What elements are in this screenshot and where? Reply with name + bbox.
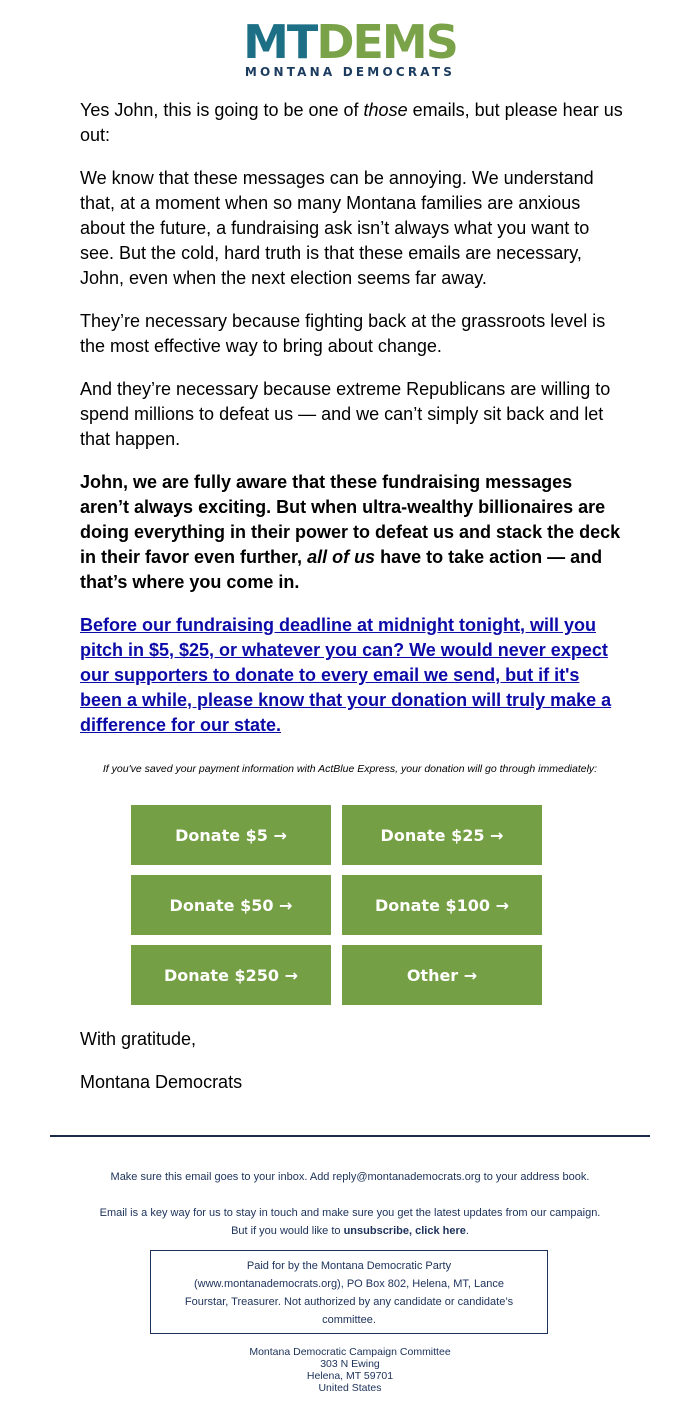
footer-divider [50, 1135, 650, 1137]
unsubscribe-prefix: But if you would like to [231, 1225, 344, 1237]
bold-ask-emphasis: all of us [307, 547, 376, 567]
paid-for-disclaimer: Paid for by the Montana Democratic Party (www.montanademocrats.org), PO Box 802, Helena, MT, Lance Fourstar, Treasurer. Not authorized by any candidate or candidate’s committee. [150, 1250, 548, 1334]
address-street: 303 N Ewing [320, 1358, 380, 1370]
paragraph-republicans: And they’re necessary because extreme Republicans are willing to spend millions to defeat us — and we can’t simply sit back and let that happen. [80, 379, 611, 449]
unsubscribe-link[interactable]: unsubscribe, click here [343, 1225, 466, 1237]
mailing-address [0, 1346, 700, 1394]
signoff-name: Montana Democrats [80, 1072, 243, 1092]
unsubscribe-line [0, 1225, 700, 1237]
address-country: United States [318, 1382, 382, 1394]
donate-deadline-link[interactable]: Before our fundraising deadline at midnight tonight, will you pitch in $5, $25, or whatever you can? We would never expect our supporters to donate to every email we send, but if it's been a while, please know that your donation will truly make a difference for our state. [80, 615, 612, 735]
donate-50-button[interactable]: Donate $50 → [131, 875, 331, 935]
logo-wordmark [0, 15, 700, 69]
address-org: Montana Democratic Campaign Committee [249, 1346, 451, 1358]
logo-mt: MT [243, 15, 317, 69]
unsubscribe-suffix: . [465, 1225, 469, 1237]
bold-ask-start: John, we are fully aware that these fundraising messages aren’t always exciting. But when ultra-wealthy billionaires are doing everything in their power to defeat us and stack the deck in their favor even further, [80, 472, 621, 567]
paragraph-bold-ask [80, 470, 625, 595]
logo-dems: DEMS [316, 15, 457, 69]
intro-text-start: Yes John, this is going to be one of [80, 100, 364, 120]
logo-subtitle: MONTANA DEMOCRATS [244, 65, 456, 79]
mtdems-logo [0, 15, 700, 79]
stay-in-touch-note: Email is a key way for us to stay in touch and make sure you get the latest updates from our campaign. [99, 1207, 601, 1219]
paragraph-donate-link [80, 613, 625, 738]
donate-250-button[interactable]: Donate $250 → [131, 945, 331, 1005]
intro-emphasis: those [363, 100, 408, 120]
paragraph-annoying: We know that these messages can be annoying. We understand that, at a moment when so many Montana families are anxious about the future, a fundraising ask isn’t always what you want to see. But the cold, hard truth is that these emails are necessary, John, even when the next election seems far away. [80, 168, 594, 288]
inbox-note: Make sure this email goes to your inbox. Add reply@montanademocrats.org to your address book. [110, 1171, 590, 1183]
donate-5-button[interactable]: Donate $5 → [131, 805, 331, 865]
address-city: Helena, MT 59701 [306, 1370, 394, 1382]
paragraph-grassroots: They’re necessary because fighting back at the grassroots level is the most effective way to bring about change. [80, 311, 606, 356]
bold-ask-end: have to take action — and that’s where you come in. [80, 547, 603, 592]
signoff-closing: With gratitude, [80, 1029, 197, 1049]
paragraph-intro [80, 98, 625, 148]
donate-other-button[interactable]: Other → [342, 945, 542, 1005]
donate-25-button[interactable]: Donate $25 → [342, 805, 542, 865]
donate-100-button[interactable]: Donate $100 → [342, 875, 542, 935]
intro-text-end: emails, but please hear us out: [80, 100, 623, 145]
actblue-note: If you've saved your payment information with ActBlue Express, your donation will go through immediately: [102, 763, 598, 775]
